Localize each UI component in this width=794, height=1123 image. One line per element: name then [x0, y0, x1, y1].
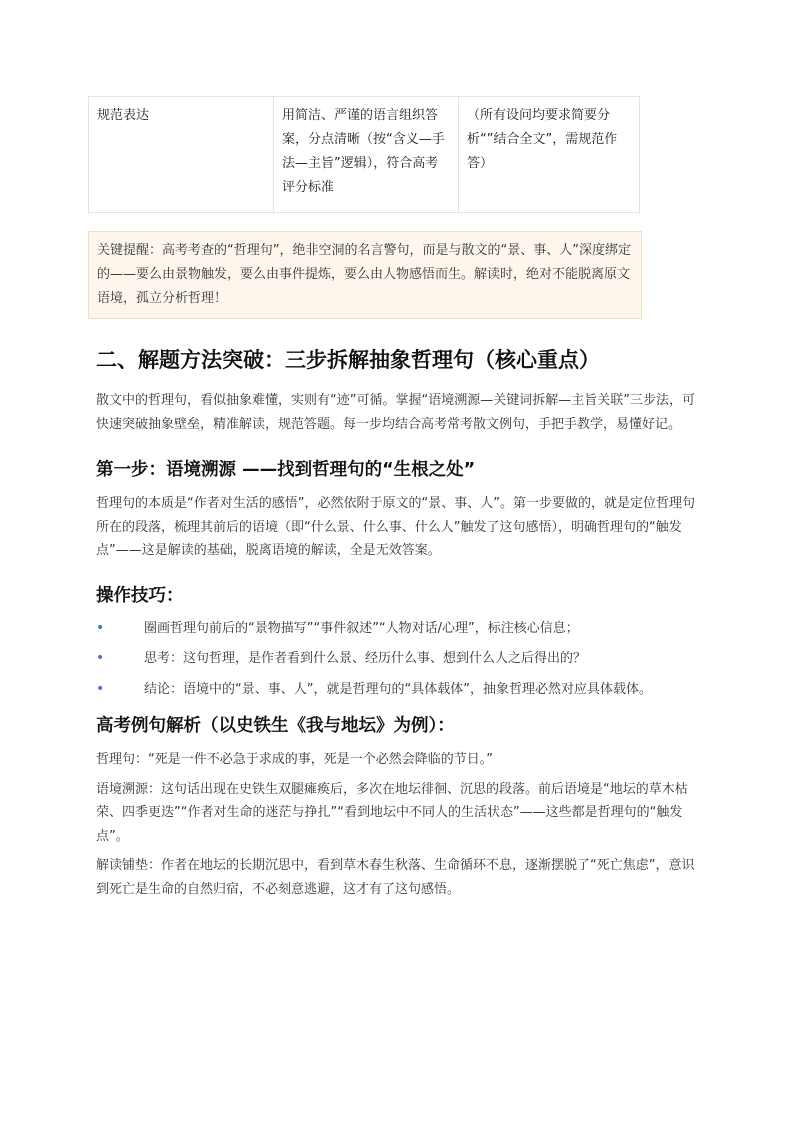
- step1-heading: 第一步：语境溯源 ——找到哲理句的“生根之处”: [96, 460, 476, 480]
- tips-heading: 操作技巧：: [96, 585, 184, 606]
- step1-paragraph: 哲理句的本质是“作者对生活的感悟”，必然依附于原文的“景、事、人”。第一步要做的，就是定位哲理句所在的段落，梳理其前后的语境（即“什么景、什么事、什么人”触发了这句感悟），明确哲理句的“触发点”——这是解读的基础，脱离语境的解读，全是无效答案。: [96, 496, 695, 558]
- table-row: [89, 97, 640, 213]
- section-intro: 散文中的哲理句，看似抽象难懂，实则有“迹”可循。掌握“语境溯源—关键词拆解—主旨关联”三步法，可快速突破抽象壁垒，精准解读，规范答题。每一步均结合高考常考散文例句，手把手教学，易懂好记。: [96, 393, 695, 432]
- example-reading: 解读铺垫：作者在地坛的长期沉思中，看到草木春生秋落、生命循环不息，逐渐摆脱了“死亡焦虑”，意识到死亡是生命的自然归宿，不必刻意逃避，这才有了这句感悟。: [96, 858, 695, 897]
- example-heading: 高考例句解析（以史铁生《我与地坛》为例）：: [96, 716, 455, 736]
- bullet-icon: •: [96, 650, 105, 666]
- example-context: 语境溯源：这句话出现在史铁生双腿瘫痪后，多次在地坛徘徊、沉思的段落。前后语境是“地坛的草木枯荣、四季更迭”“作者对生命的迷茫与挣扎”“看到地坛中不同人的生活状态”——这些都是哲理句的“触发点”。: [96, 781, 688, 844]
- standards-table: [88, 96, 640, 213]
- list-item: • 结论：语境中的“景、事、人”，就是哲理句的“具体载体”，抽象哲理必然对应具体载体。: [96, 678, 698, 702]
- list-item: • 圈画哲理句前后的“景物描写”“事件叙述”“人物对话/心理”，标注核心信息；: [96, 617, 698, 641]
- table-cell-requirement: 用简洁、严谨的语言组织答案，分点清晰（按“含义—手法—主旨”逻辑），符合高考评分标准: [274, 97, 459, 213]
- key-reminder-box: 关键提醒：高考考查的“哲理句”，绝非空洞的名言警句，而是与散文的“景、事、人”深度绑定的——要么由景物触发，要么由事件提炼，要么由人物感悟而生。解读时，绝对不能脱离原文语境，孤立分析哲理！: [88, 231, 642, 319]
- bullet-icon: •: [96, 680, 105, 697]
- table-cell-item: 规范表达: [89, 97, 274, 213]
- section-heading: 二、解题方法突破：三步拆解抽象哲理句（核心重点）: [96, 348, 600, 372]
- document-page: [88, 96, 698, 901]
- example-sentence: 哲理句：“死是一件不必急于求成的事，死是一个必然会降临的节日。”: [96, 752, 493, 767]
- table-cell-note: （所有设问均要求简要分析“”结合全文”，需规范作答）: [459, 97, 640, 213]
- tips-list: [96, 617, 698, 702]
- list-item: • 思考：这句哲理，是作者看到什么景、经历什么事、想到什么人之后得出的？: [96, 647, 698, 671]
- bullet-icon: •: [96, 619, 105, 636]
